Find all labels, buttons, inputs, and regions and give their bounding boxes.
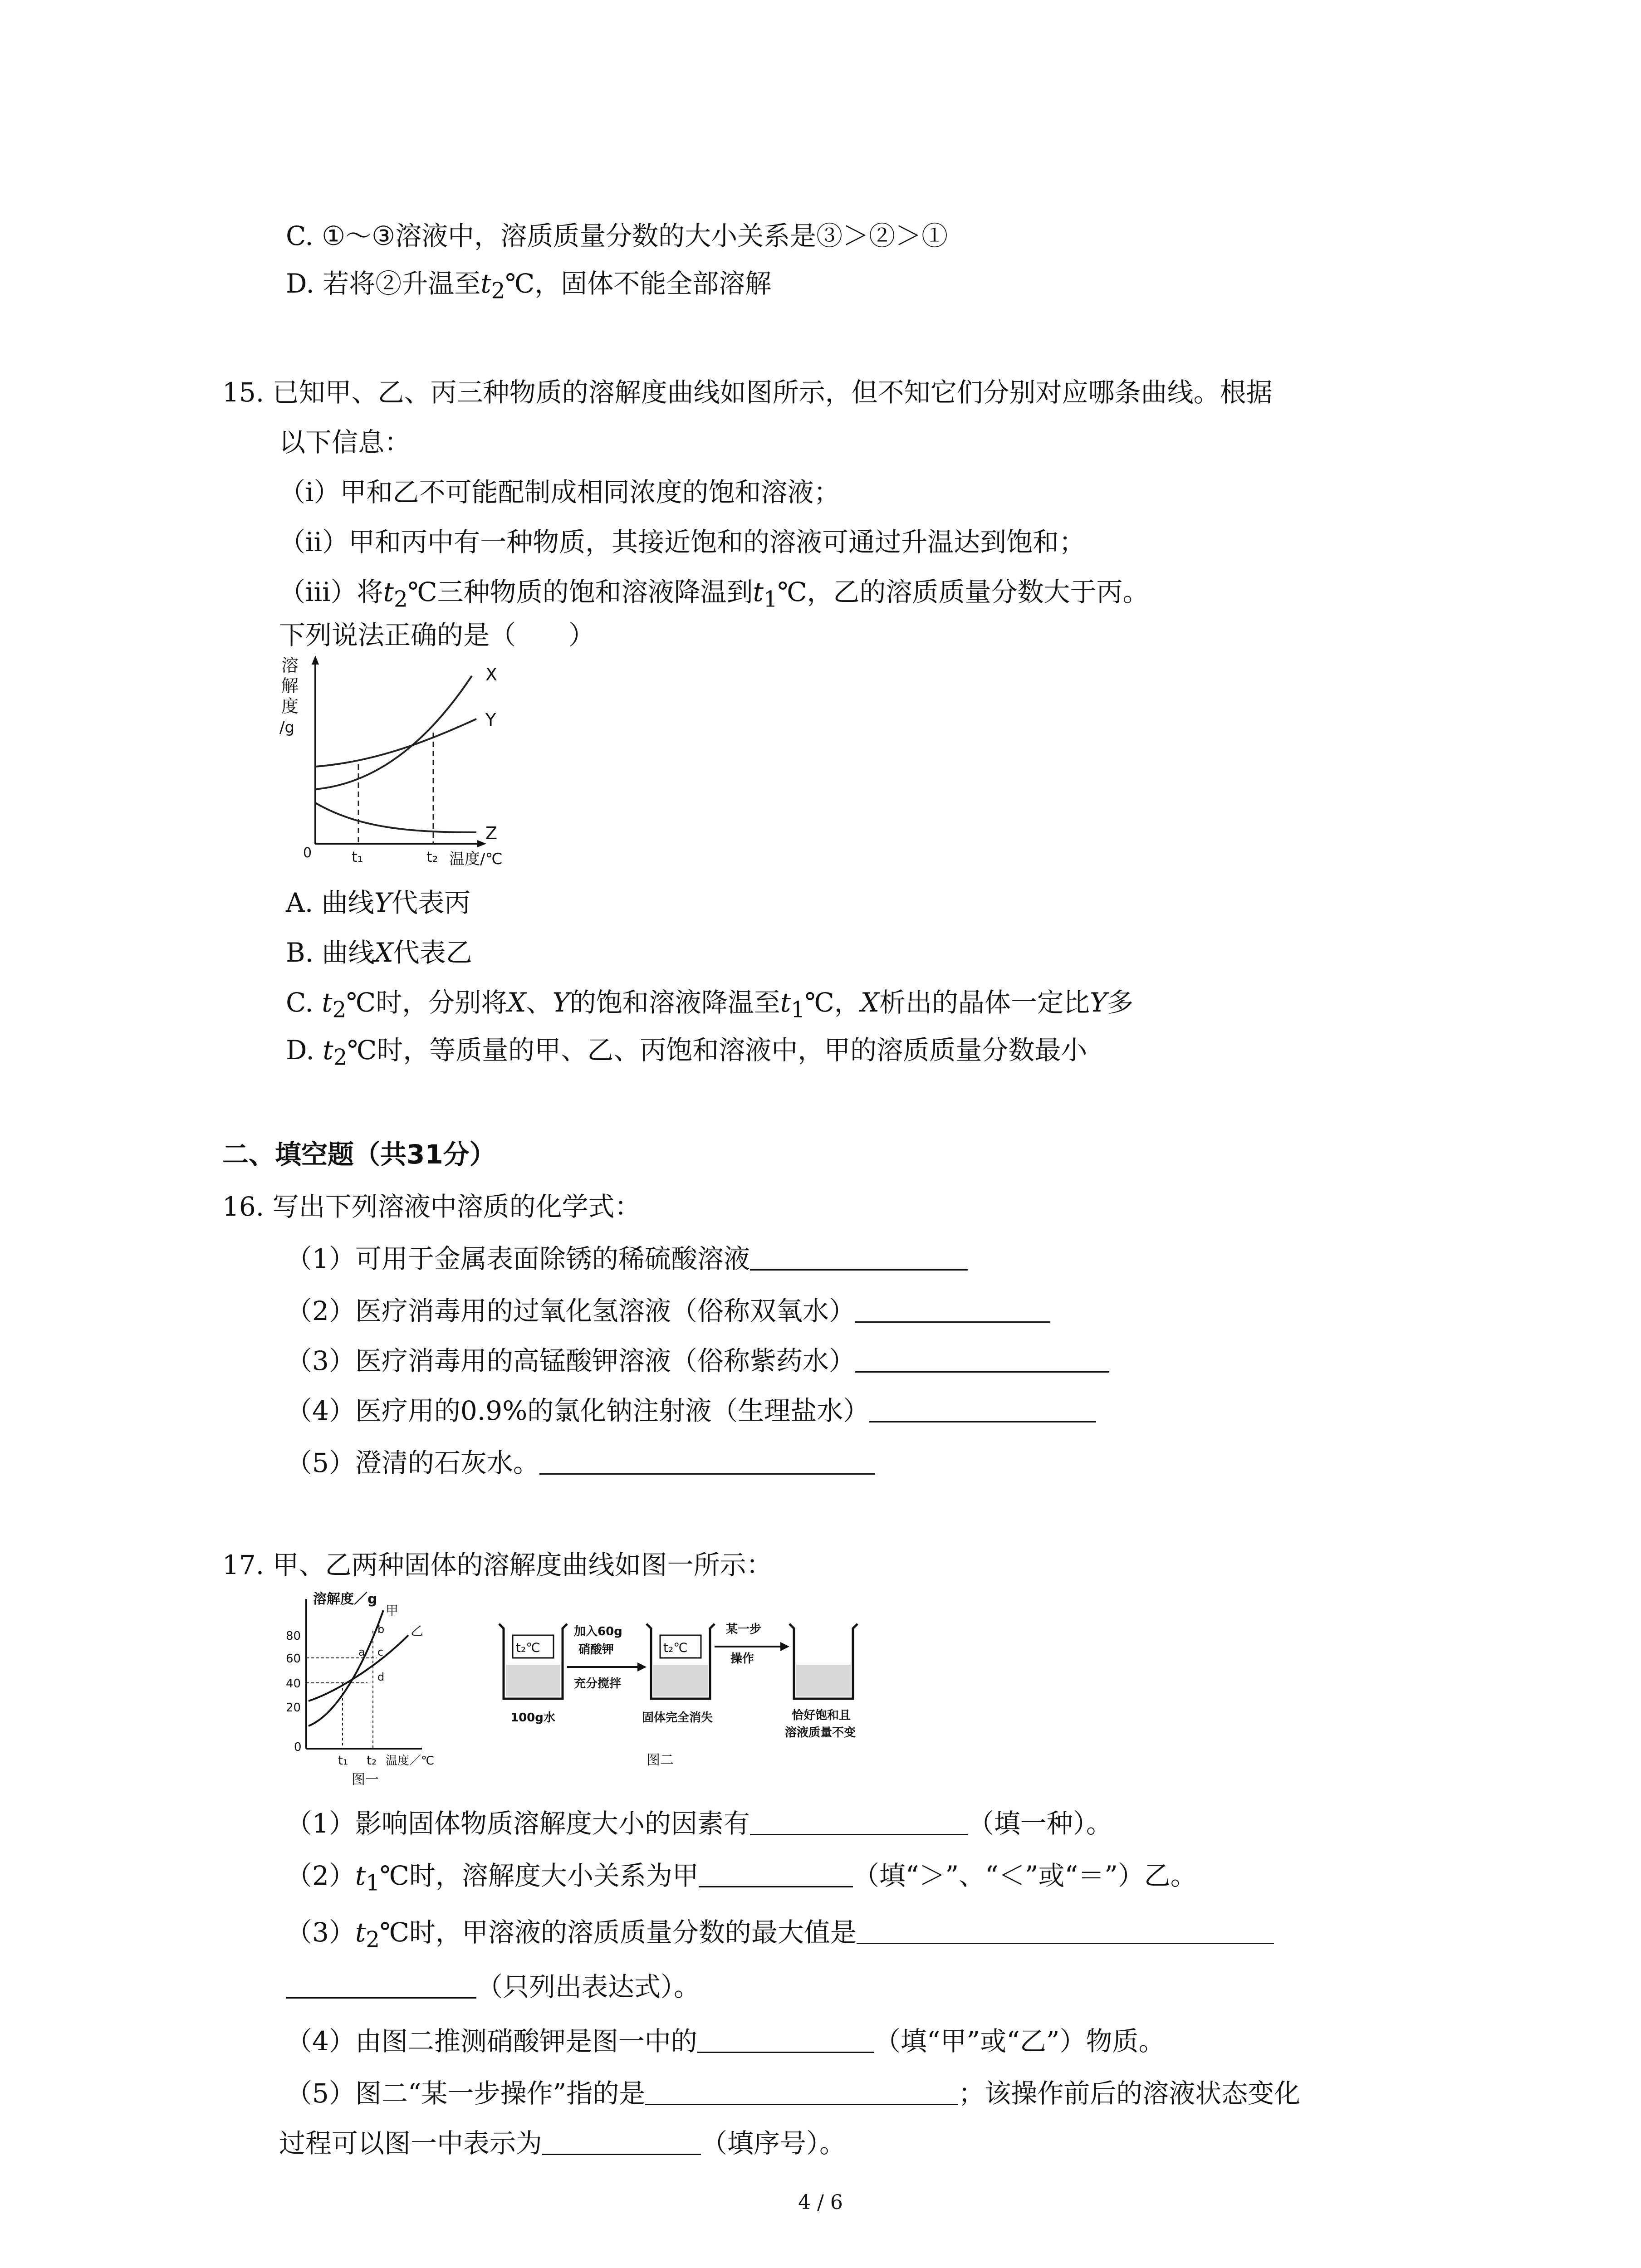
fig1-caption: 图一 bbox=[352, 1772, 379, 1788]
answer-blank[interactable] bbox=[857, 1916, 1274, 1944]
fig1-label-jia: 甲 bbox=[386, 1603, 399, 1618]
answer-blank[interactable] bbox=[539, 1446, 875, 1475]
fig1-label-yi: 乙 bbox=[411, 1623, 424, 1638]
arrow-2-head bbox=[780, 1642, 789, 1651]
fig1-point-a: a bbox=[358, 1646, 365, 1658]
q16-stem: 16. 写出下列溶液中溶质的化学式： bbox=[222, 1191, 641, 1222]
q17-figure-1 bbox=[277, 1590, 476, 1789]
fig1-tick-t1: t₁ bbox=[338, 1753, 348, 1768]
curve-y bbox=[315, 719, 476, 767]
q16-part-2: （2）医疗消毒用的过氧化氢溶液（俗称双氧水） bbox=[286, 1293, 1050, 1329]
answer-blank[interactable] bbox=[855, 1344, 1109, 1373]
arrow-1-head bbox=[637, 1662, 647, 1672]
fig1-ytick-60: 60 bbox=[286, 1652, 301, 1666]
fig1-ytick-20: 20 bbox=[286, 1701, 301, 1715]
fig1-tick-t2: t₂ bbox=[367, 1753, 377, 1768]
label-z: Z bbox=[485, 823, 498, 843]
answer-blank[interactable] bbox=[286, 1970, 476, 1999]
q15-option-a: A. 曲线Y代表丙 bbox=[286, 887, 471, 918]
xlabel: 温度/℃ bbox=[449, 850, 503, 868]
fig1-xlabel: 温度／℃ bbox=[386, 1754, 435, 1768]
fig1-point-d: d bbox=[377, 1671, 385, 1683]
y-axis-arrow bbox=[312, 655, 319, 665]
fig2-caption-3b: 溶液质量不变 bbox=[785, 1726, 856, 1740]
q15-stem-line1: 15. 已知甲、乙、丙三种物质的溶解度曲线如图所示，但不知它们分别对应哪条曲线。根据 bbox=[222, 377, 1273, 408]
answer-blank[interactable] bbox=[855, 1294, 1050, 1323]
fig2-caption-3a: 恰好饱和且 bbox=[792, 1709, 851, 1722]
q17-stem: 17. 甲、乙两种固体的溶解度曲线如图一所示： bbox=[222, 1549, 773, 1580]
fig1-point-c: c bbox=[377, 1646, 384, 1658]
arrow-2-bot: 操作 bbox=[730, 1652, 754, 1666]
q17-part-1: （1）影响固体物质溶解度大小的因素有 （填一种）。 bbox=[286, 1805, 1112, 1842]
section-title: 二、填空题（共31分） bbox=[222, 1139, 496, 1170]
answer-blank[interactable] bbox=[542, 2126, 701, 2155]
q17-part-2: $(2)t_1℃$时，溶解度大小关系为甲 （填“＞”、“＜”或“＝”）乙。 bbox=[286, 1857, 1197, 1901]
q17-part-3-cont: （只列出表达式）。 bbox=[286, 1969, 700, 2005]
q14-option-d: D. 若将②升温至$t_2℃$，固体不能全部溶解 bbox=[286, 268, 772, 304]
q15-option-c: C. $t_2℃$时，分别将X、Y的饱和溶液降温至$t_1℃$，X析出的晶体一定比Y多 bbox=[286, 987, 1134, 1023]
q15-question: 下列说法正确的是（ ） bbox=[279, 620, 595, 650]
q17-part-5: （5）图二“某一步操作”指的是 ；该操作前后的溶液状态变化 bbox=[286, 2075, 1300, 2112]
fig1-ylabel: 溶解度／g bbox=[313, 1591, 377, 1607]
answer-blank[interactable] bbox=[699, 1859, 853, 1887]
arrow-1-top: 加入60g bbox=[574, 1625, 622, 1638]
graph-ylabel-3: 度 bbox=[281, 696, 299, 716]
q15-option-d: D. $t_2℃$时，等质量的甲、乙、丙饱和溶液中，甲的溶质质量分数最小 bbox=[286, 1035, 1087, 1070]
arrow-2-top: 某一步 bbox=[726, 1623, 762, 1636]
q14-option-c: C. ①～③溶液中，溶质质量分数的大小关系是③＞②＞① bbox=[286, 220, 948, 251]
graph-ylabel-1: 溶 bbox=[281, 655, 299, 675]
beaker-2-label: t₂℃ bbox=[663, 1640, 688, 1655]
page-number: 4 / 6 bbox=[798, 2191, 843, 2214]
q17-figure-2 bbox=[490, 1615, 898, 1787]
answer-blank[interactable] bbox=[750, 1807, 968, 1835]
arrow-1-mid: 硝酸钾 bbox=[578, 1643, 614, 1657]
curve-z bbox=[315, 803, 476, 832]
q15-solubility-graph bbox=[272, 653, 581, 871]
fig2-caption-1: 100g水 bbox=[510, 1711, 555, 1725]
label-y: Y bbox=[485, 710, 496, 730]
q15-info-1: （ⅰ）甲和乙不可能配制成相同浓度的饱和溶液； bbox=[279, 477, 840, 508]
answer-blank[interactable] bbox=[645, 2077, 958, 2105]
arrow-1-bot: 充分搅拌 bbox=[574, 1677, 622, 1691]
q17-part-5-cont: 过程可以图一中表示为 （填序号）。 bbox=[279, 2125, 846, 2161]
fig1-curve-jia bbox=[309, 1610, 383, 1726]
q16-part-3: （3）医疗消毒用的高锰酸钾溶液（俗称紫药水） bbox=[286, 1343, 1109, 1379]
answer-blank[interactable] bbox=[697, 2024, 874, 2053]
q17-part-4: （4）由图二推测硝酸钾是图一中的 （填“甲”或“乙”）物质。 bbox=[286, 2023, 1165, 2059]
beaker-1 bbox=[499, 1624, 567, 1699]
fig1-ytick-40: 40 bbox=[286, 1677, 301, 1691]
answer-blank[interactable] bbox=[869, 1394, 1096, 1422]
curve-x bbox=[315, 676, 472, 789]
answer-blank[interactable] bbox=[750, 1242, 968, 1271]
fig1-point-b: b bbox=[377, 1623, 385, 1636]
q16-part-1: （1）可用于金属表面除锈的稀硫酸溶液 bbox=[286, 1241, 968, 1277]
q15-stem-line2: 以下信息： bbox=[279, 427, 411, 458]
beaker-3 bbox=[789, 1624, 857, 1699]
x-axis-arrow bbox=[477, 840, 486, 847]
q15-info-2: （ⅱ）甲和丙中有一种物质，其接近饱和的溶液可通过升温达到饱和； bbox=[279, 527, 1086, 557]
q15-info-3: （ⅲ）将$t_2℃$三种物质的饱和溶液降温到$t_1℃$，乙的溶质质量分数大于丙。 bbox=[279, 577, 1149, 612]
beaker-1-label: t₂℃ bbox=[516, 1640, 540, 1655]
tick-t1: t₁ bbox=[352, 848, 363, 865]
q17-part-3: $(3)t_2℃$时，甲溶液的溶质质量分数的最大值是 bbox=[286, 1914, 1274, 1958]
graph-ylabel-4: /g bbox=[279, 719, 295, 737]
graph-ylabel-2: 解 bbox=[281, 676, 299, 696]
fig2-caption: 图二 bbox=[647, 1752, 674, 1768]
fig1-ytick-80: 80 bbox=[286, 1629, 301, 1643]
beaker-2 bbox=[647, 1624, 715, 1699]
fig2-caption-2: 固体完全消失 bbox=[642, 1711, 713, 1725]
label-x: X bbox=[485, 665, 498, 684]
fig1-ytick-0: 0 bbox=[294, 1740, 302, 1754]
q16-part-5: （5）澄清的石灰水。 bbox=[286, 1445, 875, 1481]
tick-t2: t₂ bbox=[426, 848, 438, 865]
origin-label: 0 bbox=[303, 845, 312, 861]
q16-part-4: （4）医疗用的0.9%的氯化钠注射液（生理盐水） bbox=[286, 1393, 1096, 1429]
q15-option-b: B. 曲线X代表乙 bbox=[286, 937, 472, 968]
